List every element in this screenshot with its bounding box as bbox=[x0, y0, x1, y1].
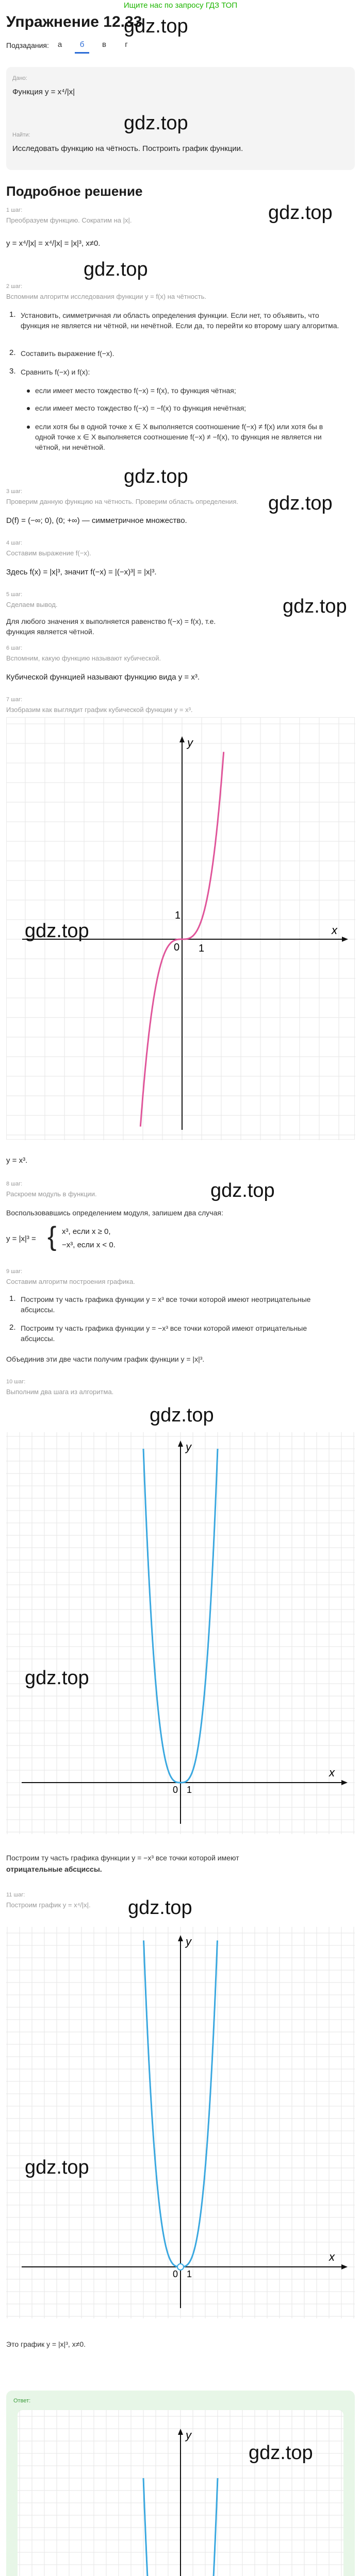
plan-item: Построим ту часть графика функции y = −x³ все точки которой имеют отрицательные абсциссы. bbox=[21, 1324, 307, 1343]
step-tag: 8 шаг: bbox=[6, 1181, 23, 1187]
watermark: gdz.top bbox=[283, 596, 347, 617]
step1-formula: y = x⁴/|x| = x⁴/|x| = |x|³, x≠0. bbox=[6, 239, 101, 248]
x-axis-label: x bbox=[332, 924, 337, 937]
find-tag: Найти: bbox=[12, 132, 30, 138]
graph2-frame bbox=[6, 1432, 355, 1834]
step-tag: 5 шаг: bbox=[6, 591, 23, 598]
bullet bbox=[27, 407, 30, 410]
y-tick-1: 1 bbox=[175, 910, 181, 921]
answer-graph bbox=[18, 2410, 343, 2576]
step-text: Составим выражение f(−x). bbox=[6, 549, 91, 557]
step7-caption: y = x³. bbox=[6, 1156, 28, 1165]
origin-label: 0 bbox=[173, 1785, 178, 1795]
watermark: gdz.top bbox=[25, 2157, 89, 2178]
step10-caption-bold: отрицательные абсциссы. bbox=[6, 1865, 102, 1873]
step11-caption: Это график y = |x|³, x≠0. bbox=[6, 2340, 86, 2348]
abs-cube-graph-1 bbox=[6, 1432, 355, 1834]
watermark: gdz.top bbox=[124, 112, 188, 134]
x-tick-1: 1 bbox=[187, 2269, 192, 2279]
step8-intro: Воспользовавшись определением модуля, запишем два случая: bbox=[6, 1209, 223, 1217]
step-text: Проверим данную функцию на чётность. Проверим область определения. bbox=[6, 498, 239, 505]
given-tag: Дано: bbox=[12, 75, 27, 81]
algo-bullet: если имеет место тождество f(−x) = −f(x) то функция нечётная; bbox=[35, 404, 247, 412]
punctured-point bbox=[177, 2264, 184, 2270]
y-axis-label: y bbox=[186, 2429, 191, 2442]
watermark: gdz.top bbox=[84, 259, 148, 280]
step-tag: 3 шаг: bbox=[6, 488, 23, 495]
watermark: gdz.top bbox=[249, 2442, 313, 2464]
y-axis-label: y bbox=[186, 1440, 191, 1453]
step-text: Преобразуем функцию. Сократим на |x|. bbox=[6, 216, 132, 224]
step-tag: 7 шаг: bbox=[6, 697, 23, 703]
step-tag: 10 шаг: bbox=[6, 1379, 26, 1385]
step-text: Раскроем модуль в функции. bbox=[6, 1190, 97, 1198]
step10-caption: Построим ту часть графика функции y = −x³ все точки которой имеют bbox=[6, 1854, 239, 1862]
algo-bullet: если хотя бы в одной точке x ∈ X выполняется соотношение f(−x) ≠ f(x) или хотя бы в одной точке x ∈ X выполняется соотношение f(−x) ≠ −f(x), то функция не является ни чётной, ни нечётной. bbox=[35, 422, 323, 451]
step-text: Изобразим как выглядит график кубической функции y = x³. bbox=[6, 706, 193, 714]
answer-graph-card bbox=[18, 2410, 343, 2576]
step3-formula: D(f) = (−∞; 0), (0; +∞) — симметричное множество. bbox=[6, 516, 187, 525]
x-tick-1: 1 bbox=[199, 943, 205, 954]
algo-item: Составить выражение f(−x). bbox=[21, 349, 114, 358]
step-text: Составим алгоритм построения графика. bbox=[6, 1278, 135, 1285]
step-tag: 11 шаг: bbox=[6, 1892, 25, 1898]
x-axis-label: x bbox=[329, 2250, 335, 2263]
graph3-frame bbox=[6, 1927, 355, 2318]
algo-bullet: если имеет место тождество f(−x) = f(x), то функция чётная; bbox=[35, 386, 236, 395]
step-tag: 1 шаг: bbox=[6, 207, 23, 213]
bullet bbox=[27, 426, 30, 429]
watermark: gdz.top bbox=[150, 1404, 214, 1426]
subtasks-label: Подзадания: bbox=[6, 41, 49, 49]
page-title: Упражнение 12.33 bbox=[6, 13, 142, 30]
step4-formula: Здесь f(x) = |x|³, значит f(−x) = |(−x)³| = |x|³. bbox=[6, 568, 157, 577]
watermark: gdz.top bbox=[124, 466, 188, 487]
watermark: gdz.top bbox=[210, 1180, 275, 1201]
y-axis-arrow bbox=[179, 736, 185, 742]
step-text: Выполним два шага из алгоритма. bbox=[6, 1388, 114, 1396]
origin-label: 0 bbox=[173, 2269, 178, 2279]
bullet bbox=[27, 389, 30, 393]
origin-label: 0 bbox=[174, 942, 180, 953]
x-axis-arrow bbox=[342, 937, 348, 942]
watermark: gdz.top bbox=[268, 202, 333, 224]
solution-heading: Подробное решение bbox=[6, 183, 143, 199]
y-axis-label: y bbox=[186, 1935, 191, 1948]
watermark: gdz.top bbox=[25, 1667, 89, 1689]
step6-definition: Кубической функцией называют функцию вида y = x³. bbox=[6, 673, 200, 682]
promo-banner[interactable]: Ищите нас по запросу ГДЗ ТОП bbox=[123, 1, 238, 10]
step-text: Построим график y = x⁴/|x|. bbox=[6, 1901, 91, 1909]
algo-item: Установить, симметричная ли область определения функции. Если нет, то объявить, что функция не является ни чётной, ни нечётной. Если да, то перейти ко второму шагу алгоритма. bbox=[21, 311, 339, 330]
watermark: gdz.top bbox=[25, 920, 89, 942]
subtask-tab-v[interactable]: в bbox=[102, 40, 106, 49]
step8-case2: −x³, если x < 0. bbox=[62, 1241, 116, 1249]
answer-block bbox=[6, 2391, 355, 2576]
watermark: gdz.top bbox=[128, 1897, 192, 1919]
step-tag: 2 шаг: bbox=[6, 283, 23, 290]
step-tag: 6 шаг: bbox=[6, 645, 23, 651]
step-text: Вспомним алгоритм исследования функции y = f(x) на чётность. bbox=[6, 293, 206, 300]
step-tag: 9 шаг: bbox=[6, 1268, 23, 1275]
given-text: Функция y = x⁴/|x| bbox=[12, 88, 75, 96]
plan-item: Построим ту часть графика функции y = x³ все точки которой имеют неотрицательные абсциссы. bbox=[21, 1295, 311, 1314]
find-text: Исследовать функцию на чётность. Построить график функции. bbox=[12, 144, 243, 153]
step8-case1: x³, если x ≥ 0, bbox=[62, 1227, 111, 1236]
x-axis-label: x bbox=[329, 1766, 335, 1779]
step5-conclusion: Для любого значения x выполняется равенство f(−x) = f(x), т.е. функция является чётной. bbox=[6, 617, 216, 636]
abs-cube-graph-2 bbox=[6, 1927, 355, 2318]
watermark: gdz.top bbox=[268, 493, 333, 514]
step8-lhs: y = |x|³ = bbox=[6, 1234, 36, 1243]
subtask-tab-a[interactable]: а bbox=[57, 40, 62, 49]
subtask-tab-b[interactable]: б bbox=[75, 40, 89, 54]
x-tick-1: 1 bbox=[187, 1785, 192, 1795]
y-axis-label: y bbox=[187, 736, 193, 749]
algo-item: Сравнить f(−x) и f(x): bbox=[21, 368, 90, 376]
answer-label: Ответ: bbox=[13, 2398, 31, 2404]
step-text: Вспомним, какую функцию называют кубической. bbox=[6, 654, 161, 662]
step-text: Сделаем вывод. bbox=[6, 601, 58, 608]
step-tag: 4 шаг: bbox=[6, 540, 23, 546]
watermark: gdz.top bbox=[124, 15, 188, 37]
step9-combine: Объединив эти две части получим график функции y = |x|³. bbox=[6, 1355, 205, 1363]
subtask-tab-g[interactable]: г bbox=[125, 40, 128, 49]
